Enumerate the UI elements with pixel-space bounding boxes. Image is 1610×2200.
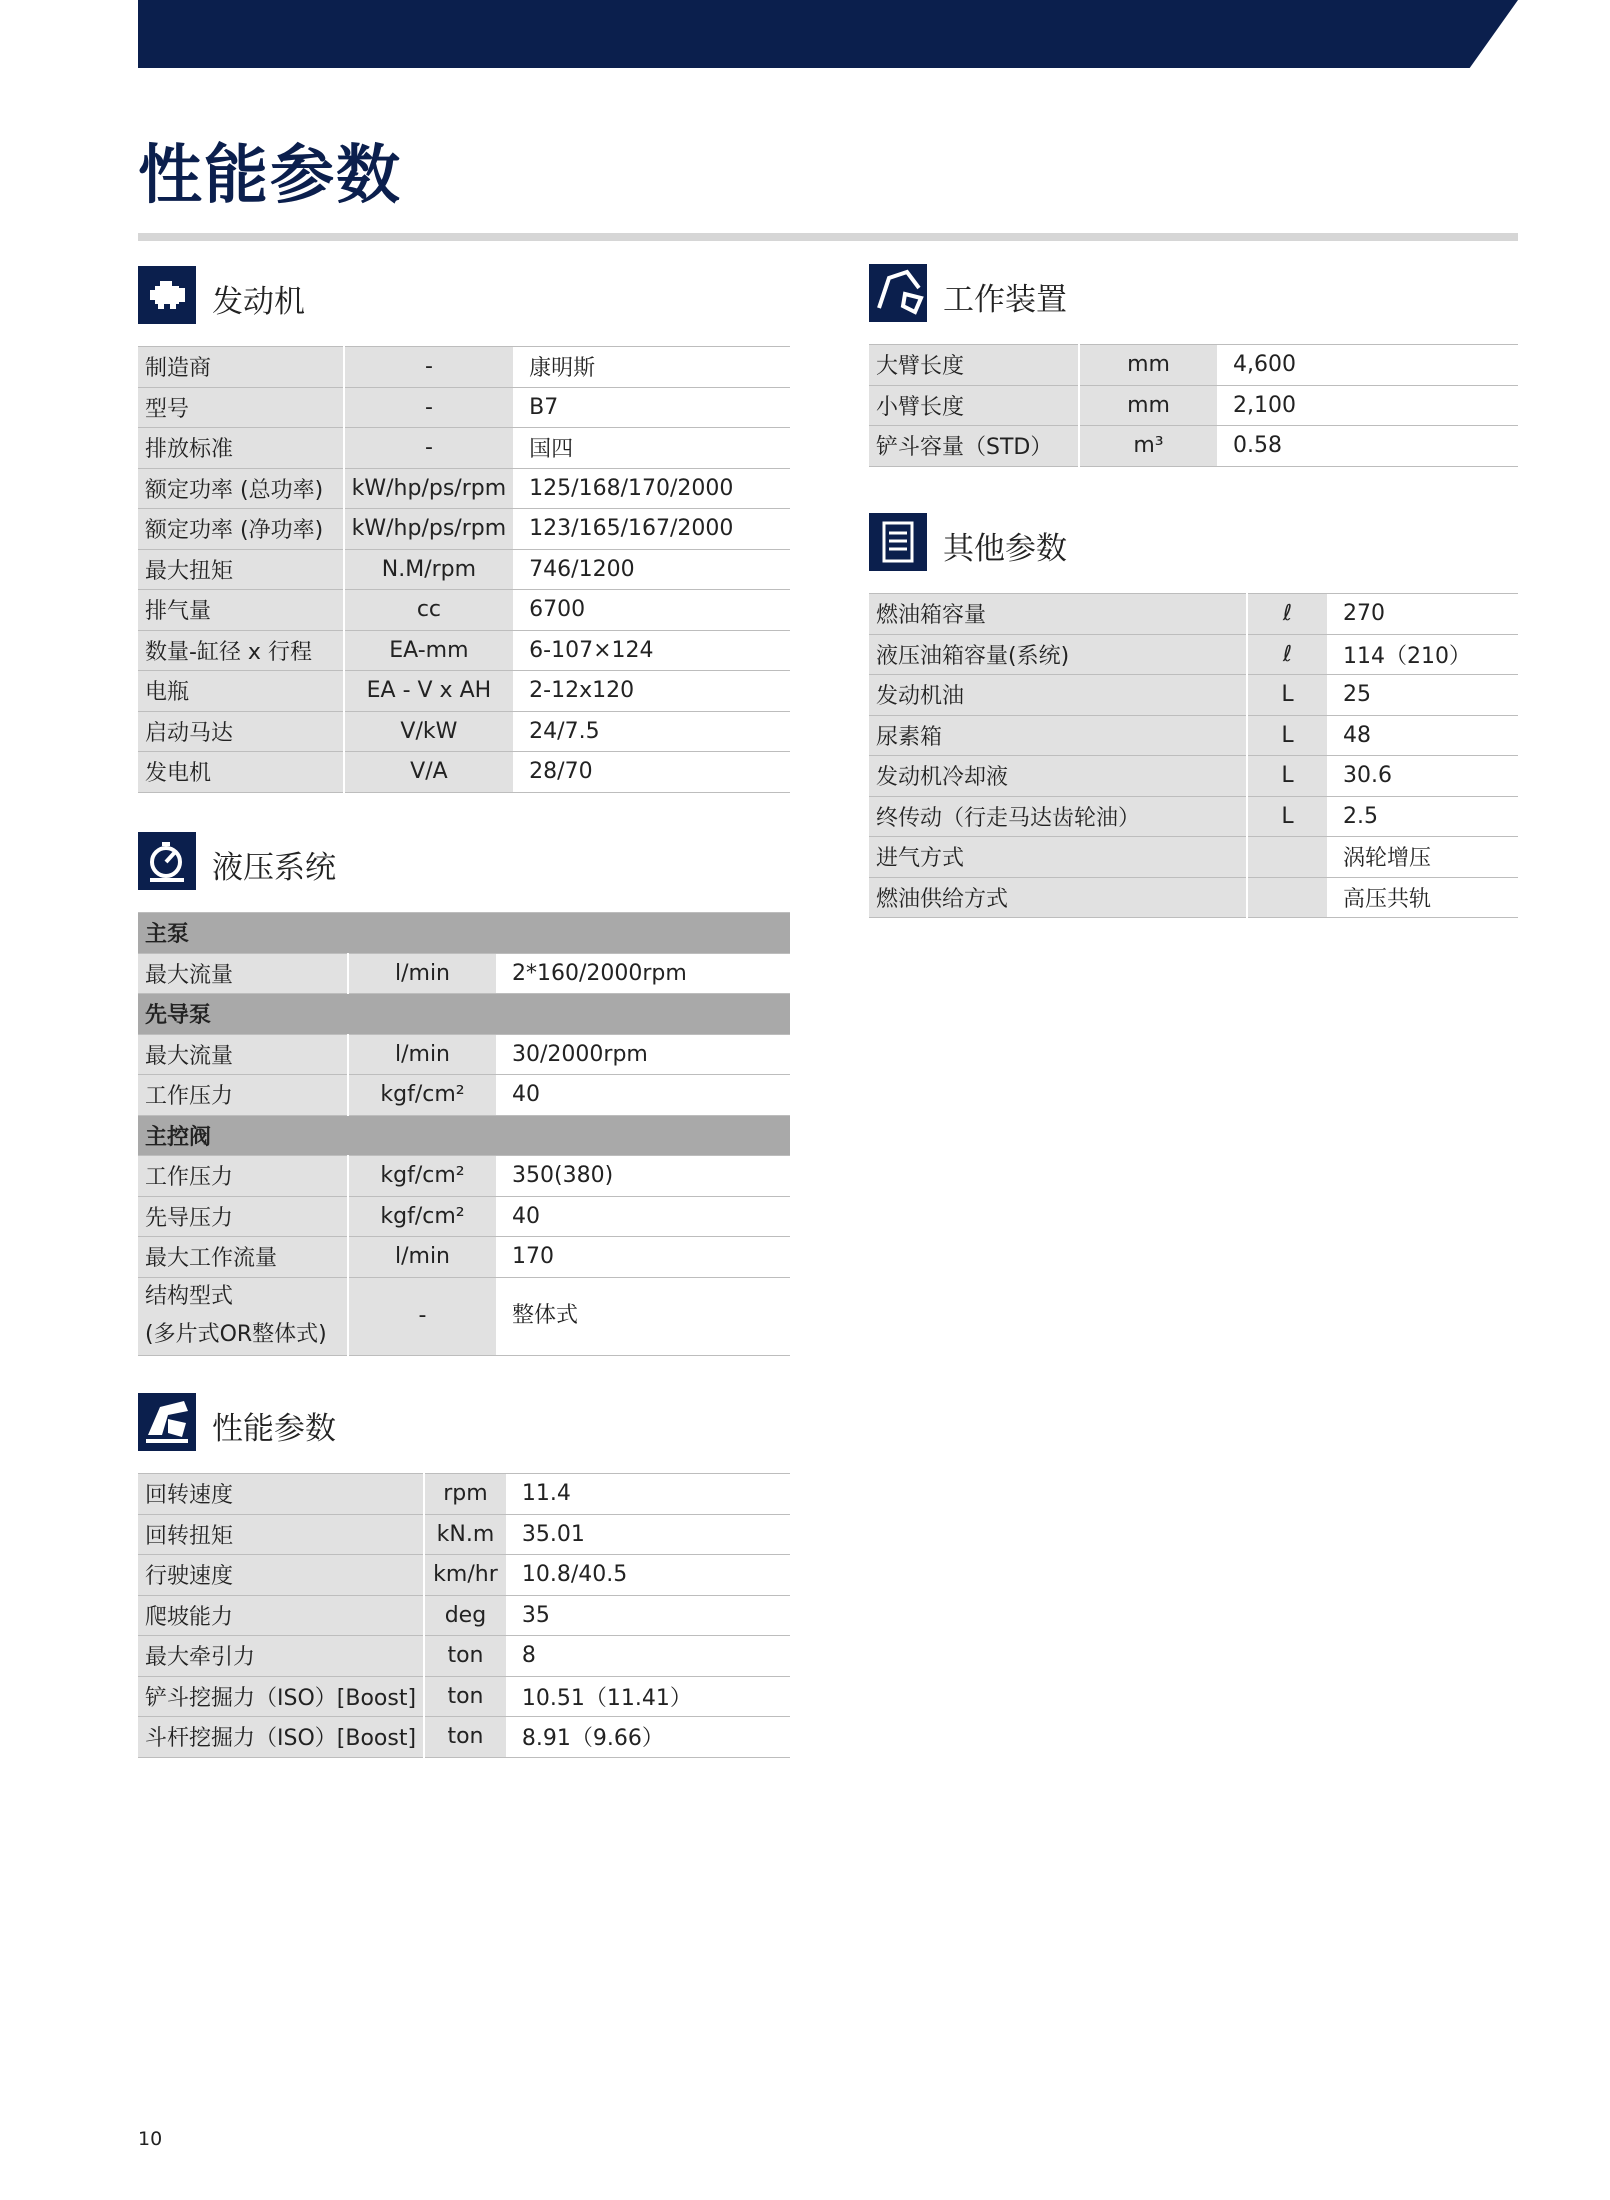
row-label-line2: (多片式OR整体式) (145, 1322, 327, 1347)
row-value: 10.51（11.41） (506, 1676, 790, 1717)
performance-spec-table (138, 1473, 790, 1758)
row-value: 40 (496, 1196, 790, 1237)
table-row (138, 1555, 790, 1596)
row-unit: L (1247, 715, 1327, 756)
table-row (138, 549, 790, 590)
table-row (138, 1034, 790, 1075)
row-label: 工作压力 (138, 1075, 348, 1116)
row-label: 先导压力 (138, 1196, 348, 1237)
row-value: 2.5 (1327, 796, 1518, 837)
row-value: 6-107×124 (513, 630, 790, 671)
work-device-section (869, 264, 1518, 467)
row-unit: ton (424, 1636, 506, 1677)
row-value: 11.4 (506, 1474, 790, 1515)
row-value: 8 (506, 1636, 790, 1677)
group-header-label: 主控阀 (138, 1115, 790, 1156)
row-label: 燃油箱容量 (869, 594, 1247, 635)
engine-section-header (138, 266, 790, 326)
row-value: 康明斯 (513, 347, 790, 388)
table-row (869, 796, 1518, 837)
pressure-gauge-icon (138, 832, 196, 890)
group-header-label: 先导泵 (138, 994, 790, 1035)
row-label-line1: 结构型式 (145, 1284, 234, 1309)
title-divider (138, 233, 1518, 241)
top-banner (138, 0, 1518, 68)
group-header-row (138, 913, 790, 954)
other-params-section-header (869, 513, 1518, 573)
row-unit: kgf/cm² (348, 1075, 496, 1116)
table-row (869, 675, 1518, 716)
row-label: 液压油箱容量(系统) (869, 634, 1247, 675)
row-value: 270 (1327, 594, 1518, 635)
row-unit: kN.m (424, 1514, 506, 1555)
row-unit: - (344, 347, 514, 388)
page-title: 性能参数 (138, 139, 402, 213)
boom-arm-icon (869, 264, 927, 322)
row-value: 涡轮增压 (1327, 837, 1518, 878)
row-value: 30/2000rpm (496, 1034, 790, 1075)
table-row (869, 426, 1518, 467)
row-label: 启动马达 (138, 711, 344, 752)
row-label: 最大扭矩 (138, 549, 344, 590)
row-unit: EA-mm (344, 630, 514, 671)
row-unit: m³ (1079, 426, 1217, 467)
document-icon (869, 513, 927, 571)
table-row (138, 953, 790, 994)
row-value: 国四 (513, 428, 790, 469)
row-label: 最大流量 (138, 953, 348, 994)
other-params-spec-table (869, 593, 1518, 918)
row-value: 整体式 (496, 1277, 790, 1355)
row-label: 爬坡能力 (138, 1595, 424, 1636)
row-label: 额定功率 (总功率) (138, 468, 344, 509)
table-row (138, 1237, 790, 1278)
group-header-label: 主泵 (138, 913, 790, 954)
row-unit: - (344, 428, 514, 469)
row-label: 终传动（行走马达齿轮油） (869, 796, 1247, 837)
table-row (138, 1474, 790, 1515)
table-row (138, 428, 790, 469)
row-value: 170 (496, 1237, 790, 1278)
table-row (869, 385, 1518, 426)
table-row (869, 345, 1518, 386)
table-row (138, 1676, 790, 1717)
row-label: 发动机冷却液 (869, 756, 1247, 797)
table-row (869, 756, 1518, 797)
row-label (138, 1277, 348, 1355)
row-label: 排放标准 (138, 428, 344, 469)
row-label: 斗杆挖掘力（ISO）[Boost] (138, 1717, 424, 1758)
table-row (138, 671, 790, 712)
row-unit: L (1247, 756, 1327, 797)
row-unit: L (1247, 675, 1327, 716)
row-unit: km/hr (424, 1555, 506, 1596)
row-unit: kW/hp/ps/rpm (344, 509, 514, 550)
row-value: 6700 (513, 590, 790, 631)
work-device-section-title: 工作装置 (943, 282, 1067, 318)
row-unit: ℓ (1247, 634, 1327, 675)
performance-section (138, 1393, 790, 1758)
other-params-section-title: 其他参数 (943, 531, 1067, 567)
table-row (138, 1196, 790, 1237)
performance-section-title: 性能参数 (212, 1411, 336, 1447)
row-unit: kgf/cm² (348, 1156, 496, 1197)
row-label: 型号 (138, 387, 344, 428)
row-unit: l/min (348, 1034, 496, 1075)
hydraulic-section (138, 832, 790, 1356)
row-unit: V/kW (344, 711, 514, 752)
work-device-section-header (869, 264, 1518, 324)
engine-spec-table (138, 346, 790, 793)
row-value: 24/7.5 (513, 711, 790, 752)
row-label: 额定功率 (净功率) (138, 509, 344, 550)
row-unit: l/min (348, 953, 496, 994)
hydraulic-spec-table (138, 912, 790, 1356)
row-unit: deg (424, 1595, 506, 1636)
row-label: 电瓶 (138, 671, 344, 712)
row-unit: l/min (348, 1237, 496, 1278)
row-label: 发动机油 (869, 675, 1247, 716)
row-unit: ℓ (1247, 594, 1327, 635)
table-row (138, 711, 790, 752)
table-row (138, 468, 790, 509)
row-label: 数量-缸径 x 行程 (138, 630, 344, 671)
engine-icon (138, 266, 196, 324)
table-row (869, 877, 1518, 918)
row-unit: kgf/cm² (348, 1196, 496, 1237)
table-row (138, 590, 790, 631)
row-value: 35.01 (506, 1514, 790, 1555)
table-row (138, 387, 790, 428)
row-unit: ton (424, 1717, 506, 1758)
row-label: 大臂长度 (869, 345, 1079, 386)
row-value: 2*160/2000rpm (496, 953, 790, 994)
row-value: 48 (1327, 715, 1518, 756)
row-unit: mm (1079, 345, 1217, 386)
row-label: 铲斗容量（STD） (869, 426, 1079, 467)
row-label: 回转速度 (138, 1474, 424, 1515)
row-unit: - (344, 387, 514, 428)
row-value: 4,600 (1217, 345, 1518, 386)
row-value: 2,100 (1217, 385, 1518, 426)
row-label: 排气量 (138, 590, 344, 631)
table-row (138, 1277, 790, 1355)
row-label: 制造商 (138, 347, 344, 388)
table-row (138, 509, 790, 550)
other-params-section (869, 513, 1518, 918)
row-label: 最大工作流量 (138, 1237, 348, 1278)
row-value: 25 (1327, 675, 1518, 716)
row-label: 最大流量 (138, 1034, 348, 1075)
row-unit: N.M/rpm (344, 549, 514, 590)
work-device-spec-table (869, 344, 1518, 467)
row-value: 40 (496, 1075, 790, 1116)
row-unit: V/A (344, 752, 514, 793)
row-value: 746/1200 (513, 549, 790, 590)
table-row (869, 837, 1518, 878)
table-row (138, 1595, 790, 1636)
row-label: 铲斗挖掘力（ISO）[Boost] (138, 1676, 424, 1717)
row-unit: ton (424, 1676, 506, 1717)
row-value: 10.8/40.5 (506, 1555, 790, 1596)
row-label: 行驶速度 (138, 1555, 424, 1596)
hydraulic-section-header (138, 832, 790, 892)
row-value: 30.6 (1327, 756, 1518, 797)
row-label: 燃油供给方式 (869, 877, 1247, 918)
row-unit (1247, 837, 1327, 878)
group-header-row (138, 994, 790, 1035)
row-unit: cc (344, 590, 514, 631)
row-unit: - (348, 1277, 496, 1355)
row-unit: kW/hp/ps/rpm (344, 468, 514, 509)
hydraulic-section-title: 液压系统 (212, 850, 336, 886)
page-number: 10 (138, 2128, 163, 2150)
table-row (869, 715, 1518, 756)
table-row (138, 347, 790, 388)
table-row (138, 1075, 790, 1116)
row-label: 进气方式 (869, 837, 1247, 878)
table-row (138, 1156, 790, 1197)
row-unit (1247, 877, 1327, 918)
row-value: B7 (513, 387, 790, 428)
engine-section (138, 266, 790, 793)
table-row (869, 594, 1518, 635)
row-label: 最大牵引力 (138, 1636, 424, 1677)
row-label: 小臂长度 (869, 385, 1079, 426)
table-row (138, 1717, 790, 1758)
table-row (138, 752, 790, 793)
row-value: 114（210） (1327, 634, 1518, 675)
row-value: 2-12x120 (513, 671, 790, 712)
row-value: 高压共轨 (1327, 877, 1518, 918)
row-value: 8.91（9.66） (506, 1717, 790, 1758)
row-value: 350(380) (496, 1156, 790, 1197)
engine-section-title: 发动机 (212, 284, 305, 320)
row-label: 发电机 (138, 752, 344, 793)
row-unit: mm (1079, 385, 1217, 426)
performance-section-header (138, 1393, 790, 1453)
row-unit: rpm (424, 1474, 506, 1515)
row-label: 回转扭矩 (138, 1514, 424, 1555)
row-value: 35 (506, 1595, 790, 1636)
row-value: 123/165/167/2000 (513, 509, 790, 550)
row-value: 125/168/170/2000 (513, 468, 790, 509)
table-row (869, 634, 1518, 675)
table-row (138, 1636, 790, 1677)
row-value: 28/70 (513, 752, 790, 793)
row-value: 0.58 (1217, 426, 1518, 467)
row-unit: EA - V x AH (344, 671, 514, 712)
row-label: 工作压力 (138, 1156, 348, 1197)
row-unit: L (1247, 796, 1327, 837)
table-row (138, 630, 790, 671)
table-row (138, 1514, 790, 1555)
group-header-row (138, 1115, 790, 1156)
row-label: 尿素箱 (869, 715, 1247, 756)
excavator-icon (138, 1393, 196, 1451)
